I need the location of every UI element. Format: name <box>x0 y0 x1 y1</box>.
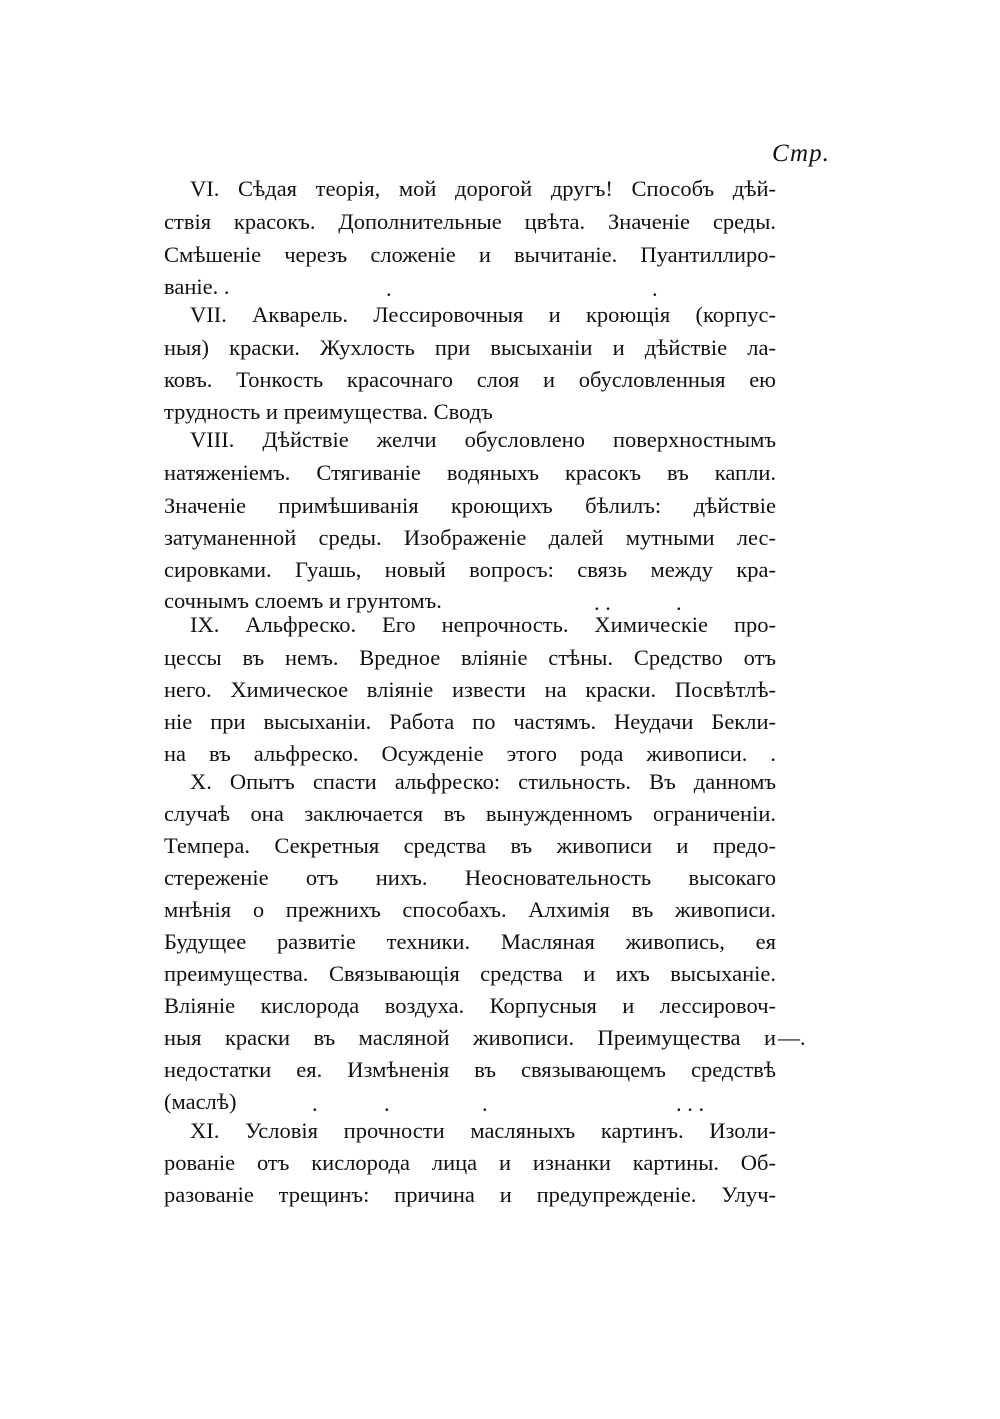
text-line: ковъ. Тонкость красочнаго слоя и обусловленныя ею <box>164 367 776 392</box>
text-line: Вліяніе кислорода воздуха. Корпусныя и лессировоч- <box>164 993 776 1018</box>
text-line: недостатки ея. Измѣненія въ связывающемъ средствѣ <box>164 1057 776 1082</box>
text-line: ніе при высыханіи. Работа по частямъ. Неудачи Бекли- <box>164 709 776 734</box>
text-line: разованіе трещинъ: причина и предупрежденіе. Улуч- <box>164 1182 776 1207</box>
text-line: Будущее развитіе техники. Масляная живопись, ея <box>164 929 776 954</box>
leader-dot: . <box>386 276 392 301</box>
leader-dot: . <box>652 276 658 301</box>
leader-dot: . <box>312 1091 318 1116</box>
text-line: преимущества. Связывающія средства и ихъ высыханіе. <box>164 961 776 986</box>
text-line: IX. Альфреско. Его непрочность. Химическіе про- <box>190 612 776 637</box>
text-line: Смѣшеніе черезъ сложеніе и вычитаніе. Пуантиллиро- <box>164 242 776 267</box>
leader-dot: . . . <box>676 1091 705 1116</box>
text-line: на въ альфреско. Осужденіе этого рода живописи. . <box>164 741 776 766</box>
text-line: сочнымъ слоемъ и грунтомъ. <box>164 588 442 613</box>
text-line: него. Химическое вліяніе извести на краски. Посвѣтлѣ- <box>164 677 776 702</box>
text-line: цессы въ немъ. Вредное вліяніе стѣны. Средство отъ <box>164 645 776 670</box>
text-line: Значеніе примѣшиванія кроющихъ бѣлилъ: дѣйствіе <box>164 493 776 518</box>
text-line: ныя) краски. Жухлость при высыханіи и дѣйствіе ла- <box>164 335 776 360</box>
text-line: VIII. Дѣйствіе желчи обусловлено поверхностнымъ <box>190 427 776 452</box>
text-line: Темпера. Секретныя средства въ живописи и предо- <box>164 833 776 858</box>
text-line: натяженіемъ. Стягиваніе водяныхъ красокъ въ капли. <box>164 460 776 485</box>
leader-dot: . <box>676 590 682 615</box>
text-line: случаѣ она заключается въ вынужденномъ ограниченіи. <box>164 801 776 826</box>
text-line: VI. Сѣдая теорія, мой дорогой другъ! Способъ дѣй- <box>190 176 776 201</box>
text-line: VII. Акварель. Лессировочныя и кроющія (корпус- <box>190 302 776 327</box>
text-line: сировками. Гуашь, новый вопросъ: связь между кра- <box>164 557 776 582</box>
text-line: стереженіе отъ нихъ. Неосновательность высокаго <box>164 865 776 890</box>
text-line: X. Опытъ спасти альфреско: стильность. Въ данномъ <box>190 769 776 794</box>
text-line: мнѣнія о прежнихъ способахъ. Алхимія въ живописи. <box>164 897 776 922</box>
text-line: затуманенной среды. Изображеніе далей мутными лес- <box>164 525 776 550</box>
margin-dash-mark: —. <box>778 1025 806 1050</box>
text-line: ствія красокъ. Дополнительные цвѣта. Значеніе среды. <box>164 209 776 234</box>
text-line: (маслѣ) <box>164 1089 237 1114</box>
text-line: рованіе отъ кислорода лица и изнанки картины. Об- <box>164 1150 776 1175</box>
page-column-header: Стр. <box>772 140 830 167</box>
leader-dot: . <box>482 1091 488 1116</box>
text-line: ваніе. . <box>164 274 230 299</box>
leader-dot: . . <box>594 590 611 615</box>
text-line: ныя краски въ масляной живописи. Преимущества и <box>164 1025 776 1050</box>
text-line: трудность и преимущества. Сводъ <box>164 399 493 424</box>
text-line: XI. Условія прочности масляныхъ картинъ. Изоли- <box>190 1118 776 1143</box>
leader-dot: . <box>384 1091 390 1116</box>
